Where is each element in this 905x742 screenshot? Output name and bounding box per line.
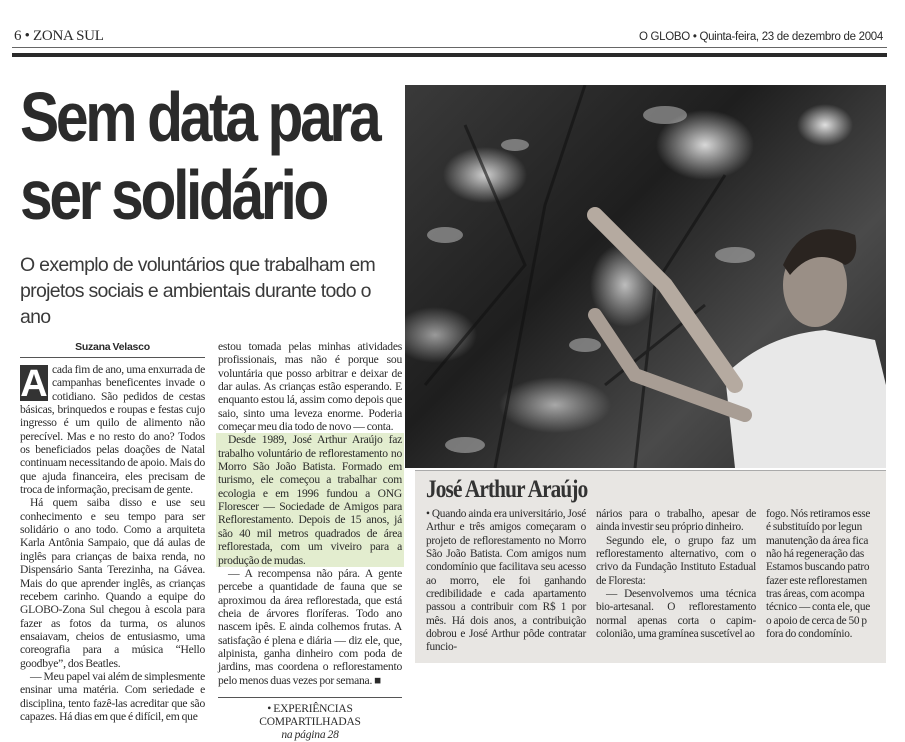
text-line: manutenção da área fica <box>766 534 869 547</box>
paragraph: Segundo ele, o grupo faz um reflorestamento alternativo, com o crivo da Fundação Instituto Estadual de Floresta: <box>596 534 756 587</box>
paragraph: Há quem saiba disso e use seu conhecimento e seu tempo para ser solidário o ano todo. Como a arquiteta Karla Antônia Sampaio, que dá aulas de inglês para crianças de baixa renda, no Dispensário Santa Terezinha, na Gávea. Mais do que aprender inglês, as crianças recebem carinho. Quando a equipe do GLOBO-Zona Sul chegou à escola para fazer as fotos da turma, os alunos ensaiavam, cheios de entusiasmo, uma coreografia para a música “Hello goodbye”, dos Beatles. <box>20 496 205 670</box>
text-line: tras áreas, com acompa <box>766 588 865 601</box>
dateline: O GLOBO • Quinta-feira, 23 de dezembro de 2004 <box>638 31 883 43</box>
paragraph: — Desenvolvemos uma técnica bio-artesanal. O reflorestamento normal apenas corta o capim-colonião, uma gramínea suscetível ao <box>596 588 756 641</box>
paragraph: — A recompensa não pára. A gente percebe a quantidade de fauna que se aproximou da área reflorestada, que está cheia de árvores floríferas. Todo ano nascem ipês. E ainda colhemos frutas. A satisfação é plena e diária — diz ele, que, alpinista, ganha dinheiro com poda de jardins, mas coordena o reflorestamento pelo menos duas vezes por semana. ■ <box>218 566 402 687</box>
article-column-1 <box>20 340 205 723</box>
headline-line-1: Sem data para <box>20 78 379 156</box>
headline <box>20 78 379 234</box>
byline: Suzana Velasco <box>75 341 150 353</box>
paragraph: estou tomada pelas minhas atividades profissionais, mas não é porque sou voluntária que posso arbitrar e deixar de dar aulas. As crianças estão esperando. E enquanto estou lá, assim como depois que saio, sinto uma leveza enorme. Poderia começar meu dia todo de novo — conta. <box>218 340 402 434</box>
xref-page: na página 28 <box>281 728 339 741</box>
text-line: o apoio de cerca de 50 p <box>766 614 867 627</box>
subtitle: O exemplo de voluntários que trabalham em projetos sociais e ambientais durante todo o ano <box>20 254 376 328</box>
paragraph: nários para o trabalho, apesar de ainda investir seu próprio dinheiro. <box>596 508 756 534</box>
column-rule <box>218 697 402 698</box>
text-line: fora do condomínio. <box>766 628 853 641</box>
drop-cap: A <box>20 363 48 405</box>
headline-line-2: ser solidário <box>20 156 326 234</box>
article-column-2 <box>218 340 402 742</box>
photo-man-pruning-tree <box>405 85 886 468</box>
profile-title: José Arthur Araújo <box>426 476 588 503</box>
paragraph <box>20 363 205 496</box>
text-line: técnico — conta ele, que <box>766 601 870 614</box>
highlighted-paragraph: Desde 1989, José Arthur Araújo faz trabalho voluntário de reflorestamento no Morro São João Batista. Formado em turismo, ele começou a trabalhar com ecologia e em 1996 fundou a ONG Florescer — Sociedade de Amigos para Reflorestamento. Depois de 15 anos, já são 40 mil metros quadrados de área reflorestada, com um viveiro para a produção de mudas. <box>218 433 402 567</box>
text-line: é substituído por legun <box>766 521 862 534</box>
text-line: fazer este reflorestamen <box>766 574 867 587</box>
cross-reference[interactable] <box>218 703 402 742</box>
header-rule-thick <box>12 53 887 57</box>
header-rule-thin <box>12 47 887 48</box>
profile-columns <box>426 508 886 655</box>
text-line: não há regeneração das <box>766 548 865 561</box>
paragraph-text: cada fim de ano, uma enxurrada de campanhas beneficentes invade o cotidiano. São pedidos de cestas básicas, brinquedos e roupas e festas cujo ingresso é um quilo de alimento não perecível. Mas e no resto do ano? Todos os beneficiados pelas doações de Natal continuam necessitando de apoio. Mais do que ajuda financeira, eles precisam de troca de informação, precisam de gente. <box>20 363 205 497</box>
photo-illustration <box>405 85 886 468</box>
article-columns <box>20 340 402 742</box>
article-area <box>20 78 402 742</box>
profile-box <box>415 470 886 663</box>
profile-column-1 <box>426 508 586 655</box>
text-line: fogo. Nós retiramos esse <box>766 508 871 520</box>
profile-column-2 <box>596 508 756 641</box>
xref-title: • EXPERIÊNCIAS COMPARTILHADAS <box>259 702 361 728</box>
paragraph: — Meu papel vai além de simplesmente ensinar uma matéria. Com seriedade e disciplina, tento fazê-las acreditar que são capazes. Há dias em que é difícil, em que <box>20 669 205 723</box>
section-label: 6 • ZONA SUL <box>14 28 104 44</box>
byline-rule <box>20 357 205 358</box>
text-line: Estamos buscando patro <box>766 561 870 574</box>
paragraph: • Quando ainda era universitário, José Arthur e três amigos começaram o projeto de reflorestamento no Morro São João Batista. Com amigos num condomínio que facilitava seu acesso ao morro, ele foi ganhando credibilidade e cada apartamento passou a contribuir com R$ 1 por mês. Há dois anos, a contribuição dobrou e José Arthur pôde contratar funcio- <box>426 508 586 654</box>
profile-column-3 <box>766 508 886 641</box>
